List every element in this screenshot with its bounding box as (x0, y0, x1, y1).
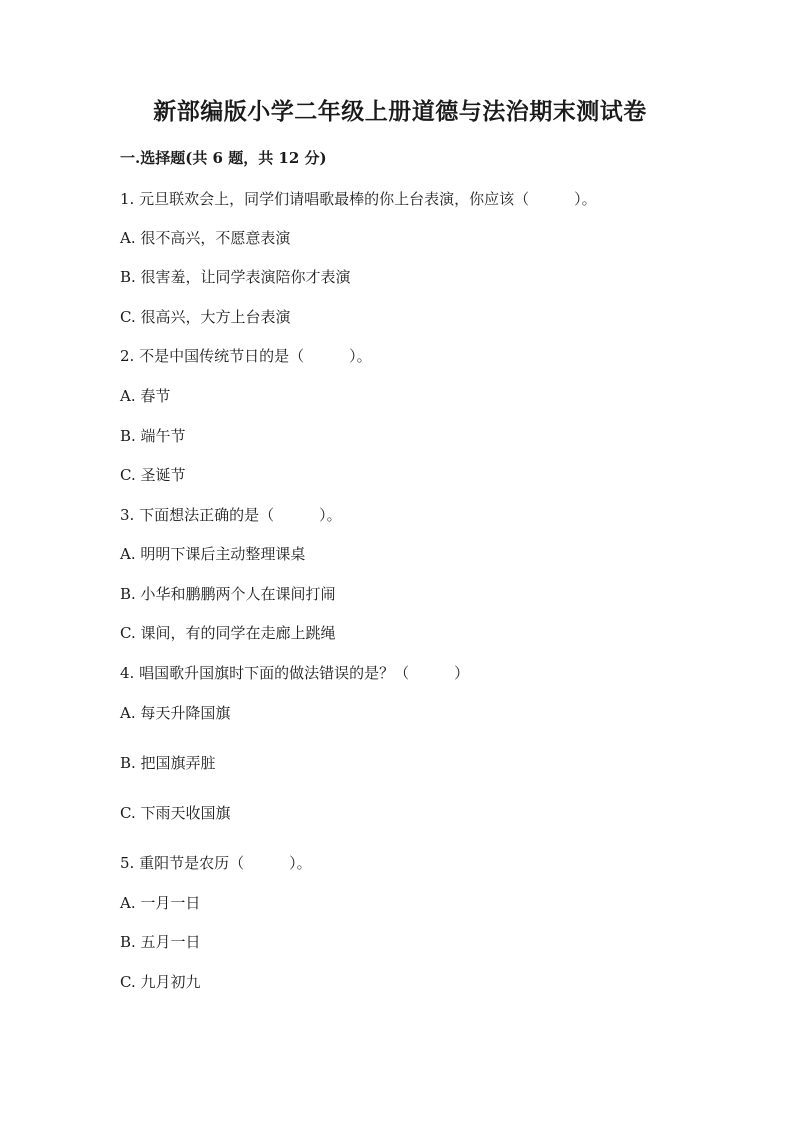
question-3-option-a: A. 明明下课后主动整理课桌 (120, 545, 306, 563)
question-3-option-b: B. 小华和鹏鹏两个人在课间打闹 (120, 585, 336, 603)
question-1-stem: 1. 元旦联欢会上，同学们请唱歌最棒的你上台表演，你应该（ ）。 (120, 190, 597, 208)
section-heading: 一.选择题(共 6 题，共 12 分) (120, 149, 327, 167)
question-2-option-c: C. 圣诞节 (120, 466, 186, 484)
question-4-option-a: A. 每天升降国旗 (120, 704, 231, 722)
question-1-option-b: B. 很害羞，让同学表演陪你才表演 (120, 268, 351, 286)
question-5-stem: 5. 重阳节是农历（ ）。 (120, 854, 312, 872)
question-2-option-a: A. 春节 (120, 387, 171, 405)
question-2-option-b: B. 端午节 (120, 427, 186, 445)
question-2-stem: 2. 不是中国传统节日的是（ ）。 (120, 347, 372, 365)
page-title: 新部编版小学二年级上册道德与法治期末测试卷 (153, 98, 647, 125)
question-4-option-b: B. 把国旗弄脏 (120, 754, 216, 772)
question-1-option-c: C. 很高兴，大方上台表演 (120, 308, 291, 326)
question-3-stem: 3. 下面想法正确的是（ ）。 (120, 506, 342, 524)
question-5-option-a: A. 一月一日 (120, 894, 201, 912)
question-4-stem: 4. 唱国歌升国旗时下面的做法错误的是？（ ） (120, 664, 470, 682)
question-5-option-b: B. 五月一日 (120, 933, 201, 951)
question-3-option-c: C. 课间，有的同学在走廊上跳绳 (120, 624, 336, 642)
question-4-option-c: C. 下雨天收国旗 (120, 804, 231, 822)
question-5-option-c: C. 九月初九 (120, 973, 201, 991)
question-1-option-a: A. 很不高兴，不愿意表演 (120, 229, 291, 247)
